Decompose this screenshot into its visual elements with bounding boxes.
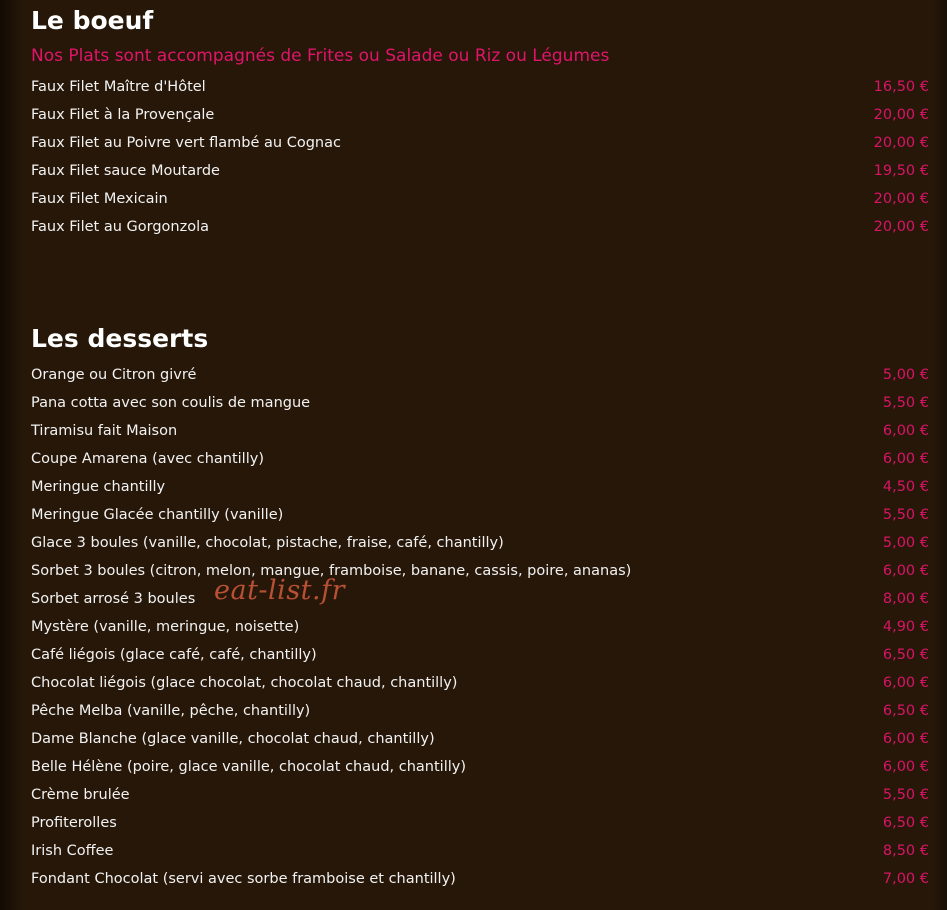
menu-item — [31, 445, 929, 473]
item-name: Faux Filet sauce Moutarde — [31, 163, 220, 179]
item-price: 19,50 € — [873, 163, 929, 179]
item-name: Chocolat liégois (glace chocolat, chocolat chaud, chantilly) — [31, 675, 458, 691]
item-name: Faux Filet au Gorgonzola — [31, 219, 209, 235]
menu-list-desserts — [31, 361, 929, 893]
menu-item — [31, 101, 929, 129]
item-name: Fondant Chocolat (servi avec sorbe framboise et chantilly) — [31, 871, 456, 887]
item-name: Sorbet arrosé 3 boules — [31, 591, 196, 607]
item-price: 6,00 € — [882, 731, 929, 747]
item-price: 5,00 € — [882, 367, 929, 383]
menu-item — [31, 641, 929, 669]
item-name: Faux Filet Mexicain — [31, 191, 168, 207]
section-title-desserts: Les desserts — [31, 324, 209, 353]
item-name: Tiramisu fait Maison — [31, 423, 178, 439]
item-name: Café liégois (glace café, café, chantilly) — [31, 647, 317, 663]
item-price: 8,00 € — [882, 591, 929, 607]
menu-item — [31, 157, 929, 185]
item-price: 6,50 € — [882, 815, 929, 831]
item-price: 6,00 € — [882, 759, 929, 775]
item-name: Coupe Amarena (avec chantilly) — [31, 451, 264, 467]
menu-item — [31, 185, 929, 213]
item-name: Pana cotta avec son coulis de mangue — [31, 395, 311, 411]
item-price: 6,50 € — [882, 703, 929, 719]
menu-item — [31, 781, 929, 809]
menu-item — [31, 501, 929, 529]
menu-item — [31, 557, 929, 585]
menu-item — [31, 529, 929, 557]
item-name: Belle Hélène (poire, glace vanille, chocolat chaud, chantilly) — [31, 759, 466, 775]
item-name: Faux Filet à la Provençale — [31, 107, 215, 123]
menu-item — [31, 213, 929, 241]
item-name: Irish Coffee — [31, 843, 114, 859]
menu-item — [31, 697, 929, 725]
item-price: 6,00 € — [882, 563, 929, 579]
menu-list-boeuf — [31, 73, 929, 241]
menu-item — [31, 585, 929, 613]
menu-item — [31, 669, 929, 697]
menu-item — [31, 73, 929, 101]
item-name: Profiterolles — [31, 815, 117, 831]
item-price: 4,90 € — [882, 619, 929, 635]
item-price: 5,00 € — [882, 535, 929, 551]
item-price: 6,00 € — [882, 451, 929, 467]
section-title-boeuf: Le boeuf — [31, 6, 154, 35]
section-subtitle-boeuf: Nos Plats sont accompagnés de Frites ou Salade ou Riz ou Légumes — [31, 46, 610, 66]
item-name: Faux Filet au Poivre vert flambé au Cognac — [31, 135, 341, 151]
section-desserts — [31, 324, 929, 893]
item-price: 6,00 € — [882, 423, 929, 439]
item-name: Faux Filet Maître d'Hôtel — [31, 79, 206, 95]
menu-item — [31, 725, 929, 753]
menu-item — [31, 837, 929, 865]
item-price: 8,50 € — [882, 843, 929, 859]
item-name: Crème brulée — [31, 787, 130, 803]
item-price: 20,00 € — [873, 135, 929, 151]
item-price: 20,00 € — [873, 191, 929, 207]
item-name: Mystère (vanille, meringue, noisette) — [31, 619, 300, 635]
item-price: 20,00 € — [873, 219, 929, 235]
menu-item — [31, 361, 929, 389]
item-name: Meringue chantilly — [31, 479, 166, 495]
menu-item — [31, 865, 929, 893]
item-price: 5,50 € — [882, 787, 929, 803]
menu-item — [31, 753, 929, 781]
menu-item — [31, 417, 929, 445]
item-price: 5,50 € — [882, 507, 929, 523]
menu-item — [31, 613, 929, 641]
item-name: Meringue Glacée chantilly (vanille) — [31, 507, 284, 523]
item-price: 4,50 € — [882, 479, 929, 495]
item-price: 6,50 € — [882, 647, 929, 663]
item-price: 6,00 € — [882, 675, 929, 691]
item-name: Pêche Melba (vanille, pêche, chantilly) — [31, 703, 311, 719]
item-price: 7,00 € — [882, 871, 929, 887]
item-price: 20,00 € — [873, 107, 929, 123]
item-price: 5,50 € — [882, 395, 929, 411]
menu-item — [31, 129, 929, 157]
menu-item — [31, 809, 929, 837]
item-name: Sorbet 3 boules (citron, melon, mangue, framboise, banane, cassis, poire, ananas) — [31, 563, 632, 579]
menu-item — [31, 473, 929, 501]
menu-item — [31, 389, 929, 417]
section-boeuf — [31, 6, 929, 241]
item-name: Glace 3 boules (vanille, chocolat, pistache, fraise, café, chantilly) — [31, 535, 504, 551]
watermark-logo: eat-list.fr — [214, 575, 346, 606]
item-name: Orange ou Citron givré — [31, 367, 197, 383]
item-price: 16,50 € — [873, 79, 929, 95]
item-name: Dame Blanche (glace vanille, chocolat chaud, chantilly) — [31, 731, 435, 747]
